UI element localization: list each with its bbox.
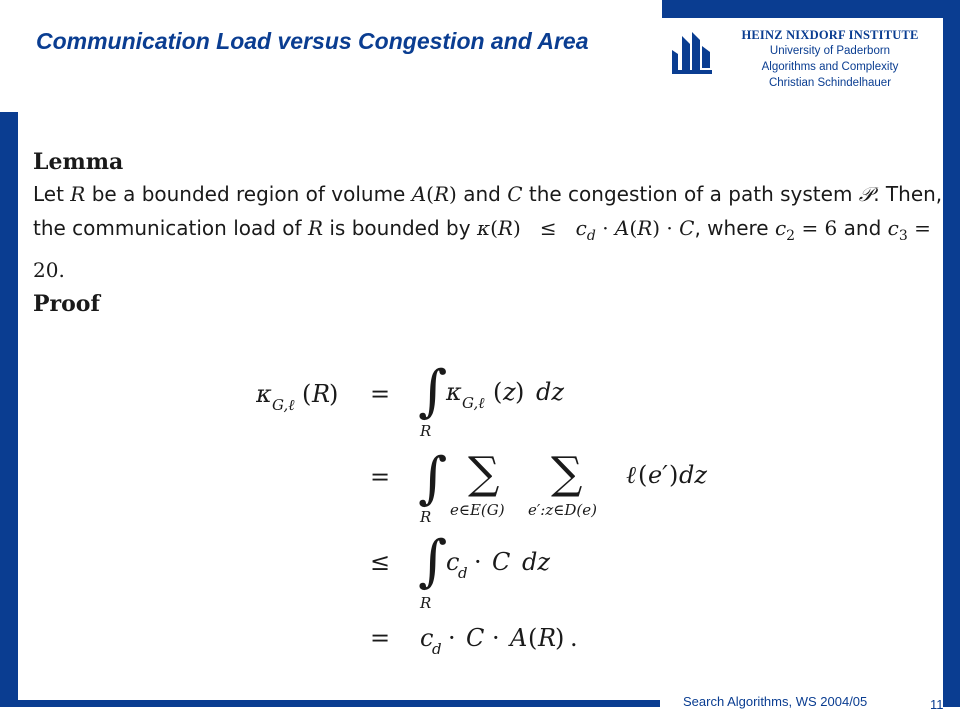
bottom-frame-bar [0, 700, 660, 707]
svg-text:): ) [515, 378, 525, 406]
slide-title: Communication Load versus Congestion and Area [36, 28, 589, 54]
svg-text:e′:z∈D(e): e′:z∈D(e) [528, 501, 597, 519]
left-frame-bar [0, 112, 18, 707]
svg-text:κ: κ [256, 380, 272, 408]
svg-text:=: = [370, 463, 391, 491]
svg-text:≤: ≤ [370, 548, 391, 576]
proof-heading: Proof [33, 291, 100, 317]
svg-text:d: d [432, 640, 442, 658]
institute-name: HEINZ NIXDORF INSTITUTE [741, 28, 919, 42]
svg-text:∑: ∑ [468, 448, 500, 499]
svg-text:=: = [370, 380, 391, 408]
svg-text:·: · [474, 548, 482, 576]
svg-text:): ) [329, 380, 339, 408]
svg-text:G,ℓ: G,ℓ [272, 396, 295, 414]
derivation-line-3 [370, 529, 550, 612]
svg-text:dz: dz [536, 378, 565, 406]
institute-university: University of Paderborn [769, 45, 891, 57]
svg-text:e′: e′ [648, 461, 668, 489]
svg-text:κ: κ [446, 378, 462, 406]
svg-text:=: = [370, 624, 391, 652]
svg-text:R: R [420, 422, 432, 440]
svg-text:G,ℓ: G,ℓ [462, 394, 485, 412]
svg-text:(: ( [528, 624, 538, 652]
svg-text:(: ( [638, 461, 648, 489]
svg-text:d: d [458, 564, 468, 582]
derivation-line-4 [370, 624, 578, 658]
svg-text:R: R [312, 380, 331, 408]
svg-text:dz: dz [522, 548, 551, 576]
footer-course: Search Algorithms, WS 2004/05 [683, 694, 868, 709]
svg-text:∫: ∫ [418, 529, 448, 594]
svg-text:c: c [420, 624, 434, 652]
svg-text:c: c [446, 548, 460, 576]
proof-derivation [256, 360, 756, 690]
svg-text:·: · [448, 624, 456, 652]
derivation-line-1 [256, 360, 564, 440]
svg-text:dz: dz [679, 461, 708, 489]
hni-logo-icon [668, 30, 716, 80]
page-number: 11 [930, 697, 944, 712]
svg-text:ℓ: ℓ [626, 461, 636, 489]
svg-text:C: C [466, 624, 485, 652]
svg-text:∑: ∑ [551, 448, 583, 499]
svg-text:∫: ∫ [418, 446, 448, 511]
svg-text:(: ( [302, 380, 312, 408]
svg-text:): ) [669, 461, 679, 489]
right-frame-bar [943, 0, 960, 707]
derivation-line-2 [370, 446, 707, 526]
top-frame-bar [662, 0, 960, 18]
svg-text:R: R [420, 594, 432, 612]
institute-group: Algorithms and Complexity [761, 61, 899, 73]
svg-text:.: . [570, 624, 578, 652]
svg-text:R: R [538, 624, 557, 652]
svg-text:R: R [420, 508, 432, 526]
slide-content [33, 147, 943, 319]
institute-author: Christian Schindelhauer [768, 77, 892, 89]
svg-text:·: · [492, 624, 500, 652]
svg-text:∫: ∫ [418, 360, 448, 424]
institute-info [716, 27, 944, 91]
svg-text:(: ( [493, 378, 503, 406]
lemma-statement: Let R be a bounded region of volume A(R) and C the congestion of a path system 𝒫. Then, the communication load of R is bounded by κ(R) ≤ $c_d \cdot A(R) \cdot C$, where $c_2 = 6$ and $c_3 = 20$. [33, 182, 943, 282]
lemma-heading: Lemma [33, 149, 124, 175]
svg-text:A: A [510, 624, 528, 652]
svg-text:e∈E(G): e∈E(G) [450, 501, 505, 519]
svg-text:z: z [503, 378, 516, 406]
svg-text:): ) [555, 624, 565, 652]
svg-text:C: C [492, 548, 511, 576]
